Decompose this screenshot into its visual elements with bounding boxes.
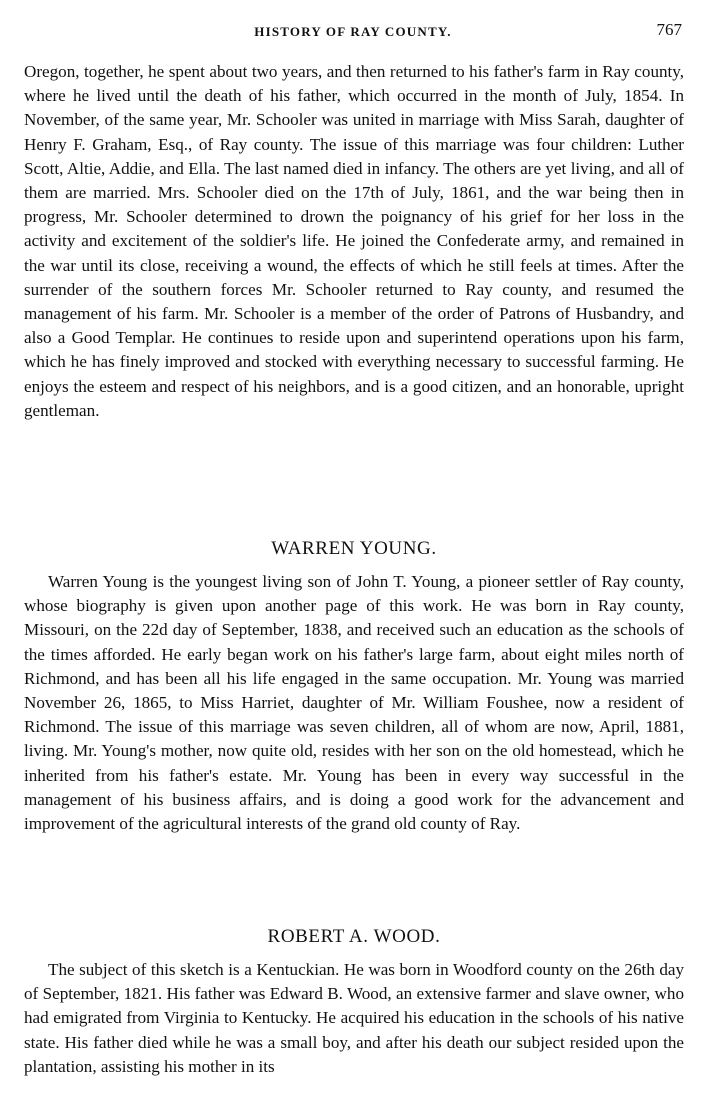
biography-robert-wood [24,958,684,1079]
paragraph-schooler: Oregon, together, he spent about two years, and then returned to his father's farm in Ray county, where he lived until the death of his father, which occurred in the month of July, 1854. In November, of the same year, Mr. Schooler was united in marriage with Miss Sarah, daughter of Henry F. Graham, Esq., of Ray county. The issue of this marriage was four children: Luther Scott, Altie, Addie, and Ella. The last named died in infancy. The others are yet living, and all of them are married. Mrs. Schooler died on the 17th of July, 1861, and the war being then in progress, Mr. Schooler determined to drown the poignancy of his grief for her loss in the activity and excitement of the soldier's life. He joined the Confederate army, and remained in the war until its close, receiving a wound, the effects of which he still feels at times. After the surrender of the southern forces Mr. Schooler returned to Ray county, and resumed the management of his farm. Mr. Schooler is a member of the order of Patrons of Husbandry, and also a Good Templar. He continues to reside upon and superintend operations upon his farm, which he has finely improved and stocked with everything necessary to successful farming. He enjoys the esteem and respect of his neighbors, and is a good citizen, and an honorable, upright gentleman. [24,62,684,420]
page-number: 767 [656,20,682,39]
paragraph-warren-young: Warren Young is the youngest living son of John T. Young, a pioneer settler of Ray county, whose biography is given upon another page of this work. He was born in Ray county, Missouri, on the 22d day of September, 1838, and received such an education as the schools of the times afforded. He early began work on his father's large farm, about eight miles north of Richmond, and has been all his life engaged in the same occupation. Mr. Young was married November 26, 1865, to Miss Harriet, daughter of Mr. William Foushee, now a resident of Richmond. The issue of this marriage was seven children, all of whom are now, April, 1881, living. Mr. Young's mother, now quite old, resides with her son on the old homestead, which he inherited from his father's estate. Mr. Young has been in every way successful in the management of his business affairs, and is doing a good work for the advancement and improvement of the agricultural interests of the grand old county of Ray. [24,572,684,834]
continued-biography [24,60,684,423]
running-title: HISTORY OF RAY COUNTY. [254,24,452,39]
biography-warren-young [24,570,684,836]
paragraph-robert-wood: The subject of this sketch is a Kentuckian. He was born in Woodford county on the 26th day of September, 1821. His father was Edward B. Wood, an extensive farmer and slave owner, who had emigrated from Virginia to Kentucky. He acquired his education in the schools of his native state. His father died while he was a small boy, and after his death our subject resided upon the plantation, assisting his mother in its [24,960,684,1076]
page-header [24,20,682,44]
heading-warren-young: WARREN YOUNG. [271,538,437,559]
heading-robert-wood: ROBERT A. WOOD. [267,926,441,947]
